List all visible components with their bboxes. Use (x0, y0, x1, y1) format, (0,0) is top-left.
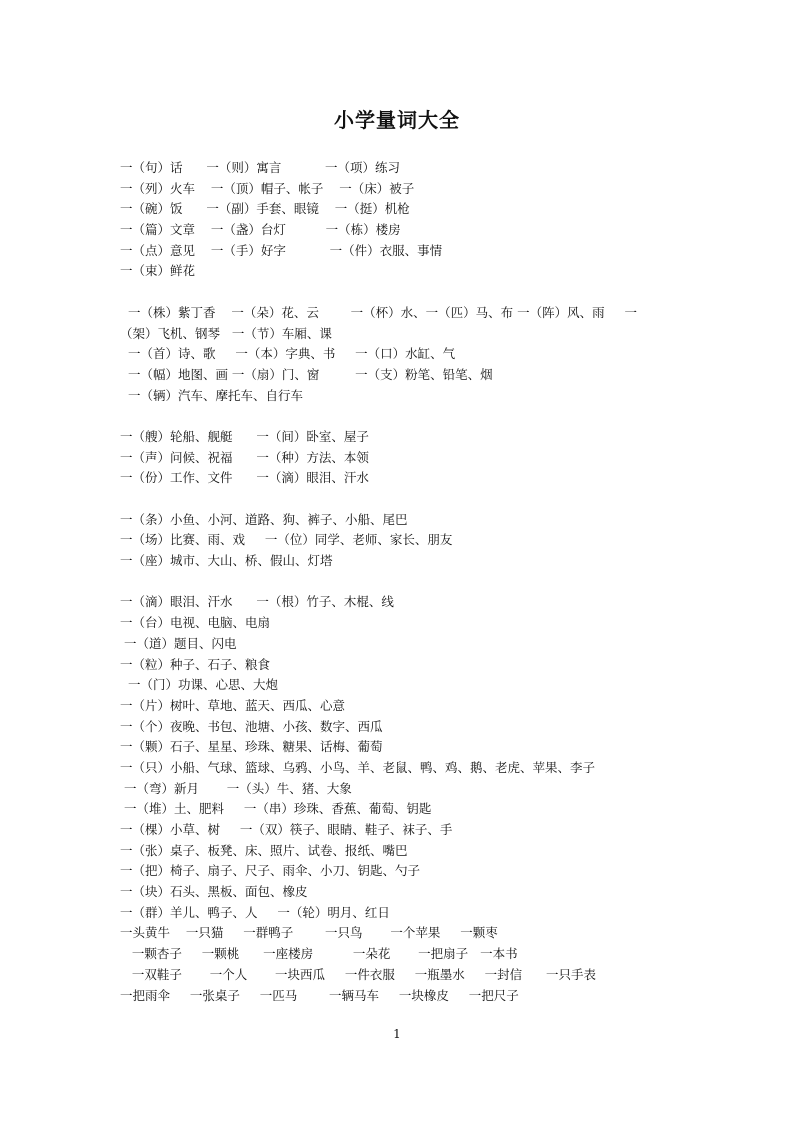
text-line: 一（门）功课、心思、大炮 (120, 677, 278, 693)
text-line: 一（只）小船、气球、篮球、乌鸦、小鸟、羊、老鼠、鸭、鸡、鹅、老虎、苹果、李子 (120, 759, 596, 775)
text-line: 一（片）树叶、草地、蓝天、西瓜、心意 (120, 697, 346, 713)
text-line: 一（艘）轮船、舰艇 一（间）卧室、屋子 (120, 428, 369, 444)
text-line: 一（滴）眼泪、汗水 一（根）竹子、木棍、线 (120, 594, 394, 610)
text-line: 一（群）羊儿、鸭子、人 一（轮）明月、红日 (120, 904, 390, 920)
text-line: 一（声）问候、祝福 一（种）方法、本领 (120, 449, 369, 465)
text-line: 一（篇）文章 一（盏）台灯 一（栋）楼房 (120, 222, 401, 238)
text-line: 一（点）意见 一（手）好字 一（件）衣服、事情 (120, 242, 443, 258)
text-line: 一（束）鲜花 (120, 263, 196, 279)
text-line: 一（块）石头、黑板、面包、橡皮 (120, 884, 308, 900)
text-line: 一（个）夜晚、书包、池塘、小孩、数字、西瓜 (120, 718, 383, 734)
text-line: 一（条）小鱼、小河、道路、狗、裤子、小船、尾巴 (120, 511, 408, 527)
text-line: 一颗杏子 一颗桃 一座楼房 一朵花 一把扇子 一本书 (120, 946, 518, 962)
text-line: 一（幅）地图、画 一（扇）门、窗 一（支）粉笔、铅笔、烟 (120, 366, 493, 382)
document-title: 小学量词大全 (334, 108, 460, 132)
text-line: 一（台）电视、电脑、电扇 (120, 615, 271, 631)
text-line: 一（份）工作、文件 一（滴）眼泪、汗水 (120, 470, 369, 486)
text-line: 一双鞋子 一个人 一块西瓜 一件衣服 一瓶墨水 一封信 一只手表 (120, 966, 596, 982)
text-line: 一（颗）石子、星星、珍珠、糖果、话梅、葡萄 (120, 739, 383, 755)
blank-line (120, 406, 680, 427)
text-line: （架）飞机、钢琴 一（节）车厢、课 (120, 325, 332, 341)
text-line: 一（棵）小草、树 一（双）筷子、眼睛、鞋子、袜子、手 (120, 822, 453, 837)
text-line: 一（弯）新月 一（头）牛、猪、大象 (120, 780, 352, 796)
text-line: 一（把）椅子、扇子、尺子、雨伞、小刀、钥匙、勺子 (120, 863, 421, 879)
text-line: 一（株）紫丁香 一（朵）花、云 一（杯）水、一（匹）马、布 一（阵）风、雨 一 (120, 304, 637, 320)
blank-line (120, 282, 680, 303)
text-line: 一（粒）种子、石子、粮食 (120, 656, 271, 672)
text-line: 一（堆）土、肥料 一（串）珍珠、香蕉、葡萄、钥匙 (120, 801, 432, 817)
document-body (120, 158, 680, 1006)
text-line: 一（辆）汽车、摩托车、自行车 (120, 387, 303, 403)
text-line: 一头黄牛 一只猫 一群鸭子 一只鸟 一个苹果 一颗枣 (120, 925, 498, 941)
text-line: 一（场）比赛、雨、戏 一（位）同学、老师、家长、朋友 (120, 532, 453, 548)
text-line: 一把雨伞 一张桌子 一匹马 一辆马车 一块橡皮 一把尺子 (120, 987, 519, 1003)
blank-line (120, 572, 680, 593)
page-number: 1 (393, 1027, 401, 1041)
text-line: 一（列）火车 一（顶）帽子、帐子 一（床）被子 (120, 180, 415, 196)
text-line: 一（道）题目、闪电 (120, 635, 237, 651)
text-line: 一（座）城市、大山、桥、假山、灯塔 (120, 553, 333, 569)
text-line: 一（首）诗、歌 一（本）字典、书 一（口）水缸、气 (120, 346, 456, 362)
blank-line (120, 489, 680, 510)
text-line: 一（张）桌子、板凳、床、照片、试卷、报纸、嘴巴 (120, 842, 408, 858)
text-line: 一（句）话 一（则）寓言 一（项）练习 (120, 160, 401, 175)
text-line: 一（碗）饭 一（副）手套、眼镜 一（挺）机枪 (120, 201, 410, 217)
